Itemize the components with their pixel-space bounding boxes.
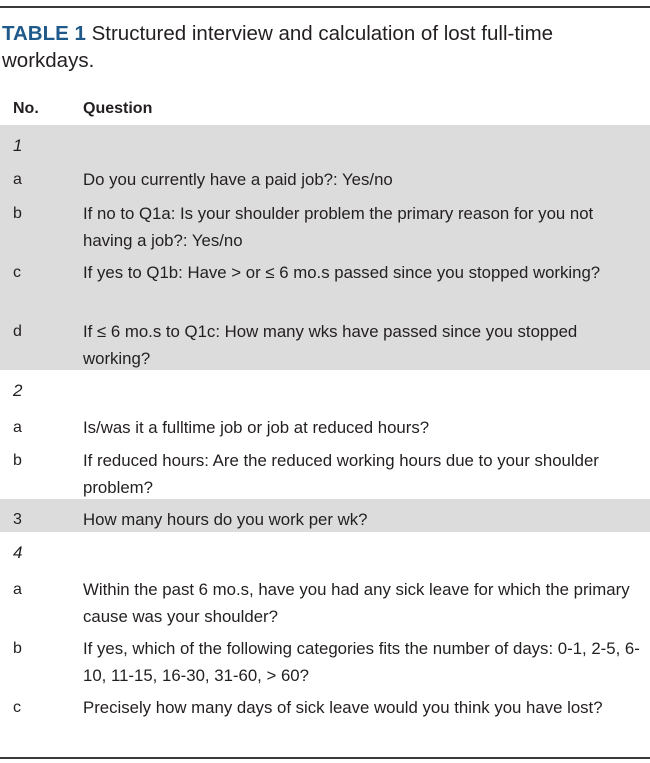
row-number: a [13, 581, 22, 598]
row-question [83, 125, 643, 133]
row-question: Within the past 6 mo.s, have you had any sick leave for which the primary cause was your shoulder? [83, 580, 630, 626]
header-question: Question [83, 100, 153, 117]
table-row [0, 193, 650, 252]
table-row [0, 407, 650, 440]
row-number: 2 [13, 381, 23, 400]
row-number: 3 [13, 511, 22, 528]
table-body [0, 125, 650, 746]
header-no: No. [13, 100, 39, 117]
row-question [83, 370, 643, 378]
table-title: Structured interview and calculation of lost full-time workdays. [2, 22, 554, 72]
table-row [0, 532, 650, 569]
table-caption [2, 20, 602, 74]
table-row [0, 628, 650, 687]
table-label: TABLE 1 [2, 22, 86, 45]
row-question: If ≤ 6 mo.s to Q1c: How many wks have passed since you stopped working? [83, 322, 578, 368]
row-number: b [13, 452, 22, 469]
row-number: c [13, 264, 21, 281]
table-row [0, 125, 650, 159]
bottom-rule [0, 757, 650, 759]
row-question: If yes to Q1b: Have > or ≤ 6 mo.s passed since you stopped working? [83, 263, 601, 282]
table-row [0, 252, 650, 311]
row-question: Precisely how many days of sick leave would you think you have lost? [83, 698, 603, 717]
top-rule [0, 6, 650, 8]
row-question: Is/was it a fulltime job or job at reduced hours? [83, 418, 430, 437]
table-row [0, 159, 650, 193]
row-question: If no to Q1a: Is your shoulder problem the primary reason for you not having a job?: Yes/no [83, 204, 594, 250]
row-number: a [13, 419, 22, 436]
table-row [0, 499, 650, 532]
table-row [0, 687, 650, 746]
row-number: 4 [13, 543, 23, 562]
row-question [83, 532, 643, 540]
table-row [0, 311, 650, 370]
row-question: How many hours do you work per wk? [83, 510, 368, 529]
row-number: b [13, 640, 22, 657]
row-number: b [13, 205, 22, 222]
row-number: c [13, 699, 21, 716]
row-question: Do you currently have a paid job?: Yes/no [83, 170, 393, 189]
table-row [0, 370, 650, 407]
row-question: If reduced hours: Are the reduced working hours due to your shoulder problem? [83, 451, 599, 497]
table-row [0, 440, 650, 499]
row-question: If yes, which of the following categories fits the number of days: 0-1, 2-5, 6-10, 11-15, 16-30, 31-60, > 60? [83, 639, 640, 685]
table-row [0, 569, 650, 628]
row-number: d [13, 323, 22, 340]
table-header [0, 90, 650, 126]
row-number: a [13, 171, 22, 188]
row-number: 1 [13, 136, 23, 155]
